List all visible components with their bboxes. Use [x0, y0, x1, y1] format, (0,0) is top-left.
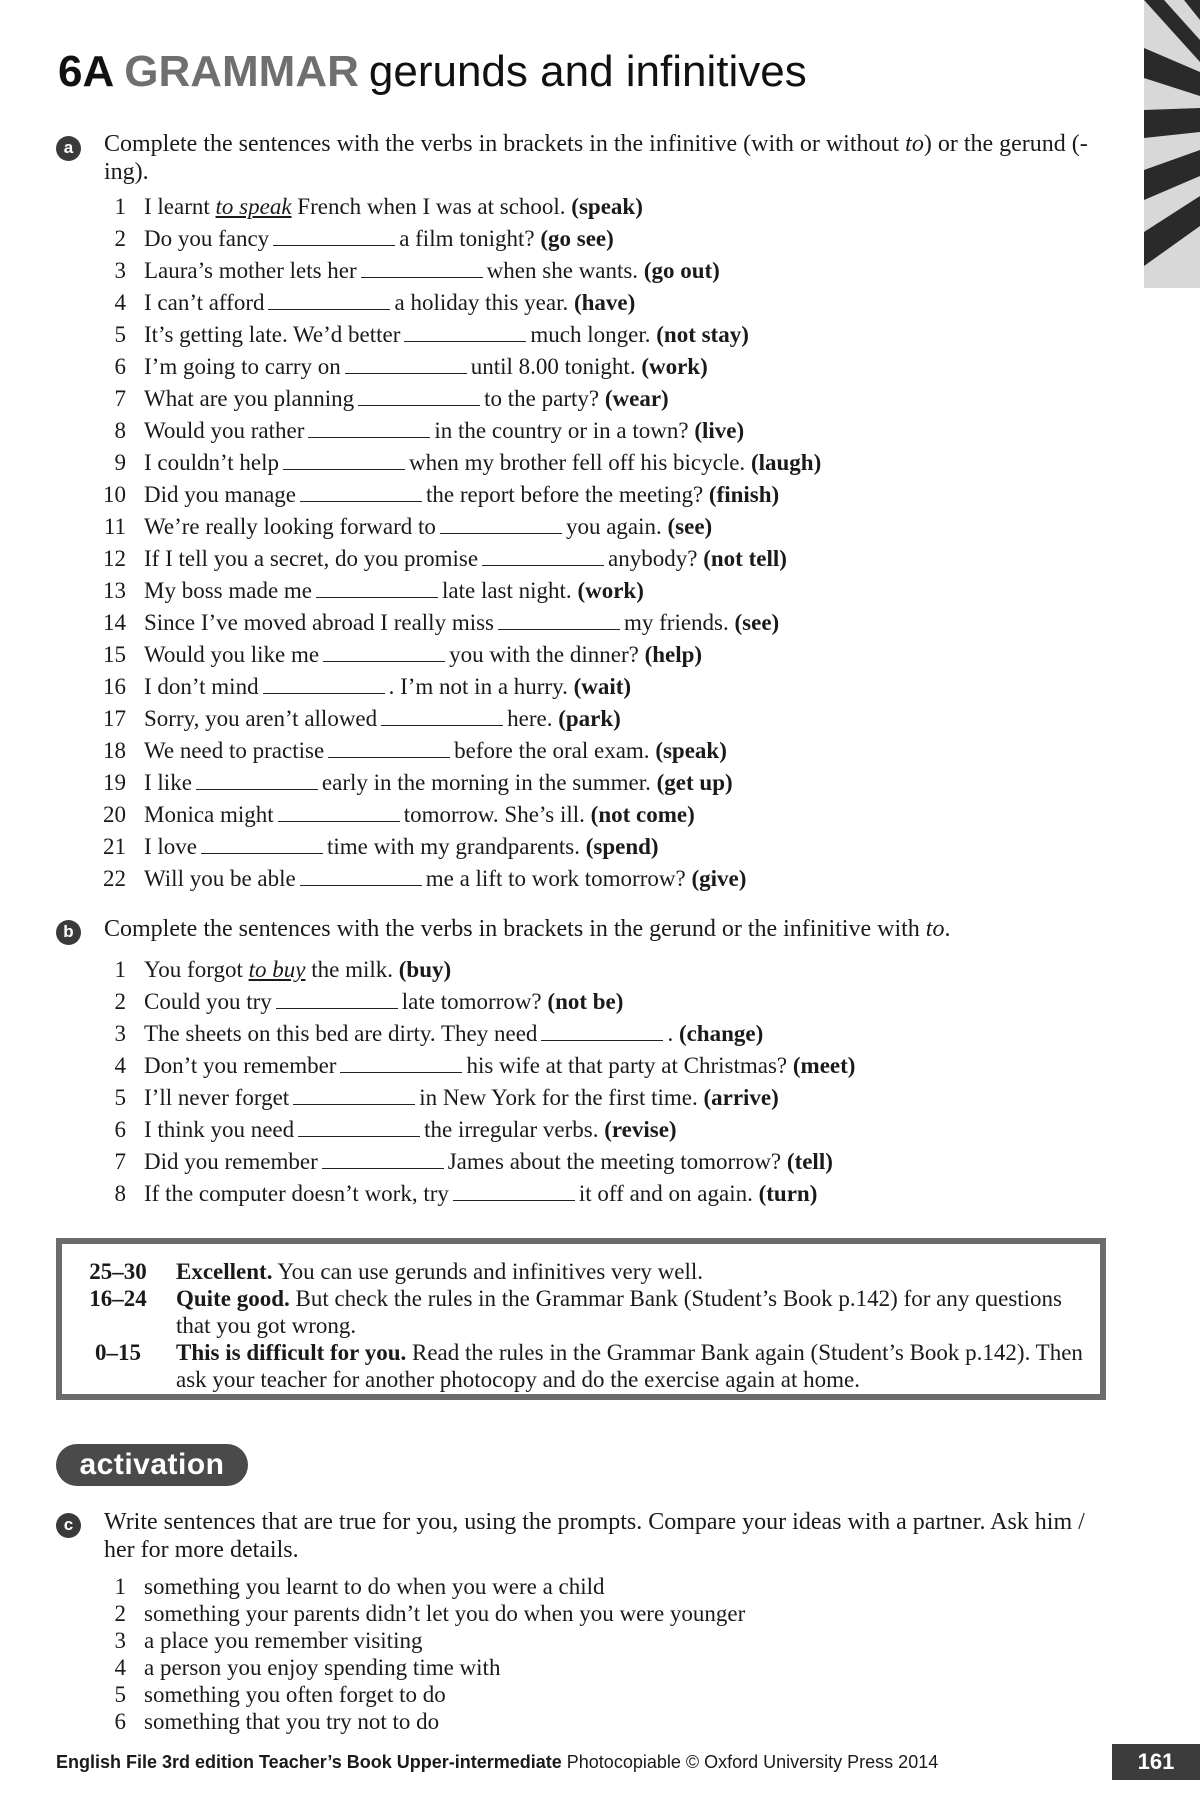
section-a-instruction: Complete the sentences with the verbs in brackets in the infinitive (with or without to) or the gerund (-ing).	[104, 131, 1088, 185]
answer-blank[interactable]	[283, 449, 405, 470]
exercise-item	[94, 479, 1094, 511]
verb-cue: (give)	[691, 866, 747, 891]
answer-blank[interactable]	[381, 705, 503, 726]
answer-blank[interactable]	[323, 641, 445, 662]
exercise-item	[94, 191, 1094, 223]
verb-cue: (park)	[558, 706, 621, 731]
item-sentence: Will you be able me a lift to work tomorrow? (give)	[144, 866, 747, 891]
score-text: Excellent. You can use gerunds and infinitives very well.	[176, 1259, 703, 1284]
item-number: 5	[114, 1085, 126, 1110]
prompt-text: something you learnt to do when you were a child	[144, 1574, 605, 1599]
score-range: 16–24	[89, 1286, 147, 1311]
item-number: 5	[114, 322, 126, 347]
verb-cue: (meet)	[792, 1053, 856, 1078]
item-sentence: Would you rather in the country or in a town? (live)	[144, 418, 745, 443]
answer-blank[interactable]	[201, 833, 323, 854]
prompt-text: something that you try not to do	[144, 1709, 440, 1734]
answer-blank[interactable]	[273, 225, 395, 246]
item-number: 1	[114, 957, 126, 982]
item-number: 18	[103, 738, 126, 763]
item-number: 1	[114, 194, 126, 219]
item-sentence: Would you like me you with the dinner? (help)	[144, 642, 703, 667]
item-sentence: We’re really looking forward to you again. (see)	[144, 514, 713, 539]
item-number: 9	[114, 450, 126, 475]
item-sentence: Sorry, you aren’t allowed here. (park)	[144, 706, 621, 731]
prompt-item	[94, 1573, 1094, 1600]
prompt-text: something you often forget to do	[144, 1682, 446, 1707]
answer-blank[interactable]	[541, 1020, 663, 1041]
page-title	[58, 44, 807, 100]
verb-cue: (see)	[667, 514, 713, 539]
verb-cue: (change)	[678, 1021, 764, 1046]
item-sentence: We need to practise before the oral exam. (speak)	[144, 738, 727, 763]
verb-cue: (help)	[644, 642, 703, 667]
score-text: Quite good. But check the rules in the Grammar Bank (Student’s Book p.142) for any questions that you got wrong.	[176, 1286, 1063, 1338]
item-sentence: If the computer doesn’t work, try it off and on again. (turn)	[144, 1181, 818, 1206]
prompt-item	[94, 1600, 1094, 1627]
verb-cue: (speak)	[655, 738, 727, 763]
section-c-instruction: Write sentences that are true for you, using the prompts. Compare your ideas with a partner. Ask him / her for more details.	[104, 1509, 1085, 1563]
section-b-instruction: Complete the sentences with the verbs in brackets in the gerund or the infinitive with to.	[104, 916, 951, 942]
exercise-item	[94, 863, 1094, 895]
item-number: 11	[103, 514, 126, 539]
item-sentence: Since I’ve moved abroad I really miss my friends. (see)	[144, 610, 780, 635]
verb-cue: (go see)	[540, 226, 614, 251]
item-sentence: The sheets on this bed are dirty. They need . (change)	[144, 1021, 764, 1046]
item-sentence: I love time with my grandparents. (spend)	[144, 834, 659, 859]
answer-blank[interactable]	[300, 481, 422, 502]
exercise-item	[94, 351, 1094, 383]
prompt-item	[94, 1681, 1094, 1708]
verb-cue: (not stay)	[656, 322, 749, 347]
item-sentence: What are you planning to the party? (wear)	[144, 386, 669, 411]
item-number: 4	[114, 1655, 126, 1680]
item-number: 7	[114, 386, 126, 411]
exercise-item	[94, 1146, 1094, 1178]
item-number: 4	[114, 290, 126, 315]
item-number: 8	[114, 1181, 126, 1206]
item-sentence: I don’t mind . I’m not in a hurry. (wait)	[144, 674, 632, 699]
exercise-item	[94, 543, 1094, 575]
answer-blank[interactable]	[308, 417, 430, 438]
exercise-item	[94, 511, 1094, 543]
item-sentence: Did you manage the report before the meeting? (finish)	[144, 482, 780, 507]
answer-blank[interactable]	[278, 801, 400, 822]
verb-cue: (revise)	[604, 1117, 677, 1142]
exercise-item	[94, 1082, 1094, 1114]
verb-cue: (finish)	[708, 482, 780, 507]
answer-blank[interactable]	[293, 1084, 415, 1105]
item-sentence: Did you remember James about the meeting tomorrow? (tell)	[144, 1149, 833, 1174]
item-number: 5	[114, 1682, 126, 1707]
score-range: 0–15	[95, 1340, 141, 1365]
section-a-list	[94, 191, 1094, 895]
verb-cue: (wait)	[573, 674, 632, 699]
verb-cue: (laugh)	[750, 450, 822, 475]
answer-blank[interactable]	[268, 289, 390, 310]
example-answer: to speak	[215, 194, 292, 219]
item-sentence: I can’t afford a holiday this year. (have)	[144, 290, 636, 315]
answer-blank[interactable]	[358, 385, 480, 406]
item-number: 7	[114, 1149, 126, 1174]
answer-blank[interactable]	[322, 1148, 444, 1169]
section-c-marker: c	[56, 1513, 81, 1538]
exercise-item	[94, 799, 1094, 831]
item-number: 16	[103, 674, 126, 699]
verb-cue: (not be)	[547, 989, 624, 1014]
item-number: 20	[103, 802, 126, 827]
answer-blank[interactable]	[328, 737, 450, 758]
item-sentence: I couldn’t help when my brother fell off his bicycle. (laugh)	[144, 450, 822, 475]
item-number: 2	[114, 989, 126, 1014]
answer-blank[interactable]	[340, 1052, 462, 1073]
item-number: 8	[114, 418, 126, 443]
verb-cue: (not come)	[590, 802, 695, 827]
section-c-list	[94, 1573, 1094, 1735]
item-sentence: I’m going to carry on until 8.00 tonight. (work)	[144, 354, 708, 379]
lesson-code: 6A	[58, 47, 115, 96]
exercise-item	[94, 255, 1094, 287]
page-number: 161	[1112, 1744, 1200, 1780]
item-number: 2	[114, 226, 126, 251]
answer-blank[interactable]	[196, 769, 318, 790]
exercise-item	[94, 223, 1094, 255]
item-sentence: Monica might tomorrow. She’s ill. (not come)	[144, 802, 695, 827]
prompt-item	[94, 1708, 1094, 1735]
exercise-item	[94, 954, 1094, 986]
exercise-item	[94, 1114, 1094, 1146]
exercise-item	[94, 1050, 1094, 1082]
answer-blank[interactable]	[263, 673, 385, 694]
answer-blank[interactable]	[300, 865, 422, 886]
verb-cue: (turn)	[758, 1181, 818, 1206]
item-number: 10	[103, 482, 126, 507]
prompt-item	[94, 1627, 1094, 1654]
exercise-item	[94, 986, 1094, 1018]
exercise-item	[94, 575, 1094, 607]
section-b-marker: b	[56, 920, 81, 945]
verb-cue: (work)	[641, 354, 708, 379]
exercise-item	[94, 447, 1094, 479]
exercise-item	[94, 319, 1094, 351]
exercise-item	[94, 639, 1094, 671]
exercise-item	[94, 703, 1094, 735]
item-number: 19	[103, 770, 126, 795]
lesson-keyword: GRAMMAR	[124, 47, 359, 96]
score-text: This is difficult for you. Read the rules in the Grammar Bank again (Student’s Book p.142). Then ask your teacher for another photocopy and do the exercise again at home.	[176, 1340, 1083, 1392]
verb-cue: (work)	[577, 578, 644, 603]
exercise-item	[94, 287, 1094, 319]
exercise-item	[94, 671, 1094, 703]
verb-cue: (spend)	[585, 834, 659, 859]
answer-blank[interactable]	[345, 353, 467, 374]
example-answer: to buy	[248, 957, 306, 982]
item-number: 6	[114, 1117, 126, 1142]
score-box	[56, 1238, 1106, 1400]
decorative-stripes	[1144, 0, 1200, 288]
activation-badge: activation	[56, 1444, 248, 1486]
prompt-text: a person you enjoy spending time with	[144, 1655, 501, 1680]
exercise-item	[94, 383, 1094, 415]
item-sentence: It’s getting late. We’d better much longer. (not stay)	[144, 322, 749, 347]
verb-cue: (get up)	[656, 770, 733, 795]
answer-blank[interactable]	[404, 321, 526, 342]
item-number: 15	[103, 642, 126, 667]
lesson-topic: gerunds and infinitives	[368, 47, 807, 96]
item-sentence: Do you fancy a film tonight? (go see)	[144, 226, 614, 251]
exercise-item	[94, 1178, 1094, 1210]
verb-cue: (buy)	[398, 957, 452, 982]
verb-cue: (live)	[694, 418, 745, 443]
item-sentence: I’ll never forget in New York for the first time. (arrive)	[144, 1085, 779, 1110]
answer-blank[interactable]	[316, 577, 438, 598]
item-number: 3	[114, 1628, 126, 1653]
item-number: 1	[114, 1574, 126, 1599]
verb-cue: (speak)	[571, 194, 643, 219]
item-number: 6	[114, 1709, 126, 1734]
item-number: 4	[114, 1053, 126, 1078]
answer-blank[interactable]	[453, 1180, 575, 1201]
prompt-text: a place you remember visiting	[144, 1628, 423, 1653]
exercise-item	[94, 1018, 1094, 1050]
prompt-text: something your parents didn’t let you do when you were younger	[144, 1601, 746, 1626]
item-number: 3	[114, 1021, 126, 1046]
item-sentence: I think you need the irregular verbs. (revise)	[144, 1117, 677, 1142]
verb-cue: (not tell)	[703, 546, 787, 571]
item-sentence: Don’t you remember his wife at that party at Christmas? (meet)	[144, 1053, 856, 1078]
answer-blank[interactable]	[361, 257, 483, 278]
answer-blank[interactable]	[498, 609, 620, 630]
footer-credit: English File 3rd edition Teacher’s Book Upper-intermediate Photocopiable © Oxford University Press 2014	[56, 1752, 939, 1772]
exercise-item	[94, 735, 1094, 767]
item-sentence: I like early in the morning in the summer. (get up)	[144, 770, 733, 795]
item-number: 3	[114, 258, 126, 283]
item-number: 21	[103, 834, 126, 859]
exercise-item	[94, 831, 1094, 863]
exercise-item	[94, 607, 1094, 639]
answer-blank[interactable]	[276, 988, 398, 1009]
verb-cue: (tell)	[786, 1149, 833, 1174]
item-sentence: If I tell you a secret, do you promise anybody? (not tell)	[144, 546, 787, 571]
exercise-item	[94, 415, 1094, 447]
verb-cue: (go out)	[643, 258, 720, 283]
item-number: 2	[114, 1601, 126, 1626]
item-sentence: My boss made me late last night. (work)	[144, 578, 644, 603]
answer-blank[interactable]	[440, 513, 562, 534]
item-sentence: Could you try late tomorrow? (not be)	[144, 989, 624, 1014]
item-number: 14	[103, 610, 126, 635]
item-sentence: Laura’s mother lets her when she wants. (go out)	[144, 258, 720, 283]
item-number: 6	[114, 354, 126, 379]
verb-cue: (have)	[573, 290, 636, 315]
verb-cue: (see)	[734, 610, 780, 635]
score-range: 25–30	[89, 1259, 147, 1284]
exercise-item	[94, 767, 1094, 799]
prompt-item	[94, 1654, 1094, 1681]
verb-cue: (wear)	[604, 386, 669, 411]
section-a-marker: a	[56, 136, 81, 161]
answer-blank[interactable]	[482, 545, 604, 566]
item-number: 12	[103, 546, 126, 571]
item-sentence: I learnt to speak French when I was at school. (speak)	[144, 194, 643, 219]
item-sentence: You forgot to buy the milk. (buy)	[144, 957, 452, 982]
item-number: 22	[103, 866, 126, 891]
item-number: 17	[103, 706, 126, 731]
item-number: 13	[103, 578, 126, 603]
answer-blank[interactable]	[298, 1116, 420, 1137]
section-b-list	[94, 954, 1094, 1210]
verb-cue: (arrive)	[703, 1085, 779, 1110]
